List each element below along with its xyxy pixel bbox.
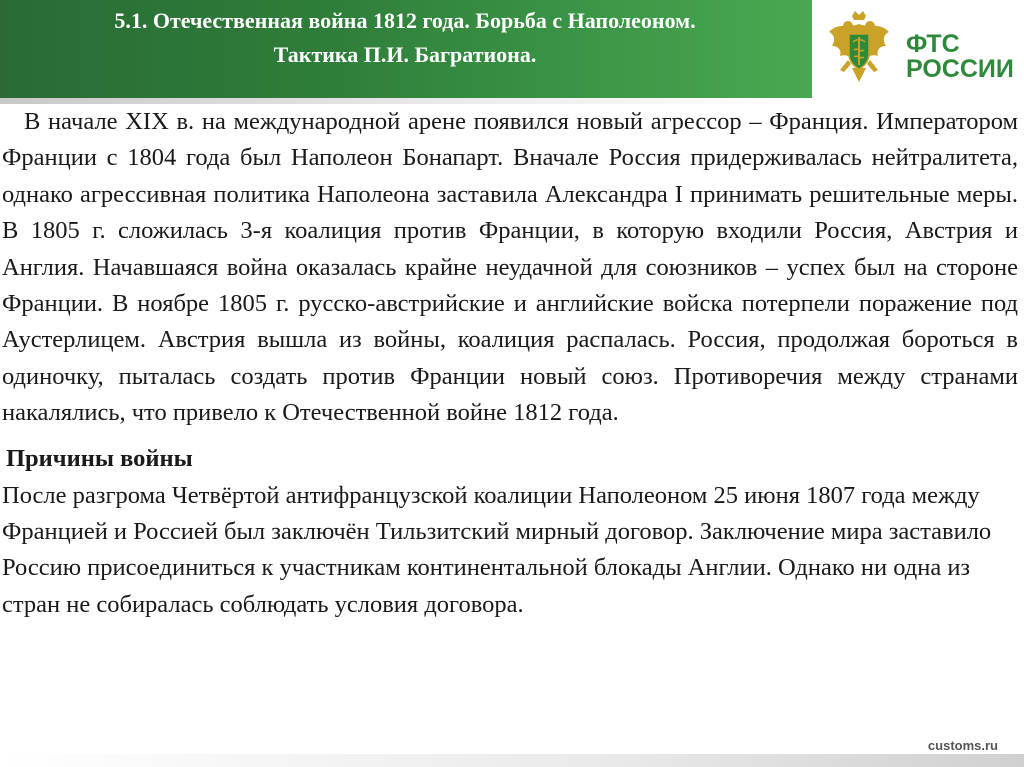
slide-title [20, 4, 790, 72]
slide-header [0, 0, 1024, 104]
causes-paragraph: После разгрома Четвёртой антифранцузской коалиции Наполеоном 25 июня 1807 года между Францией и Россией был заключён Тильзитский мирный договор. Заключение мира заставило Россию присоединиться к участникам континентальной блокады Англии. Однако ни одна из стран не собиралась соблюдать условия договора. [2, 481, 992, 618]
footer-bar [0, 754, 1024, 767]
footer-url: customs.ru [927, 738, 998, 753]
slide-title-line-1: 5.1. Отечественная война 1812 года. Борьба с Наполеоном. [114, 8, 696, 33]
header-band [0, 0, 812, 98]
logo-text-line-2: РОССИИ [906, 55, 1014, 83]
double-headed-eagle-emblem-icon [826, 10, 892, 92]
slide-title-line-2: Тактика П.И. Багратиона. [273, 42, 537, 67]
logo-text-line-1: ФТС [906, 30, 960, 58]
slide-body [0, 104, 1024, 754]
fts-logo [826, 10, 1016, 92]
logo-text [906, 32, 1014, 82]
section-heading: Причины войны [6, 444, 193, 472]
intro-paragraph: В начале XIX в. на международной арене появился новый агрессор – Франция. Императором Франции с 1804 года был Наполеон Бонапарт. Вначале Россия придерживалась нейтралитета, однако агрессивная политика Наполеона заставила Александра I принимать решительные меры. В 1805 г. сложилась 3-я коалиция против Франции, в которую входили Россия, Австрия и Англия. Начавшаяся война оказалась крайне неудачной для союзников – успех был на стороне Франции. В ноябре 1805 г. русско-австрийские и английские войска потерпели поражение под Аустерлицем. Австрия вышла из войны, коалиция распалась. Россия, продолжая бороться в одиночку, пыталась создать против Франции новый союз. Противоречия между странами накалялись, что привело к Отечественной войне 1812 года. [2, 108, 1018, 427]
